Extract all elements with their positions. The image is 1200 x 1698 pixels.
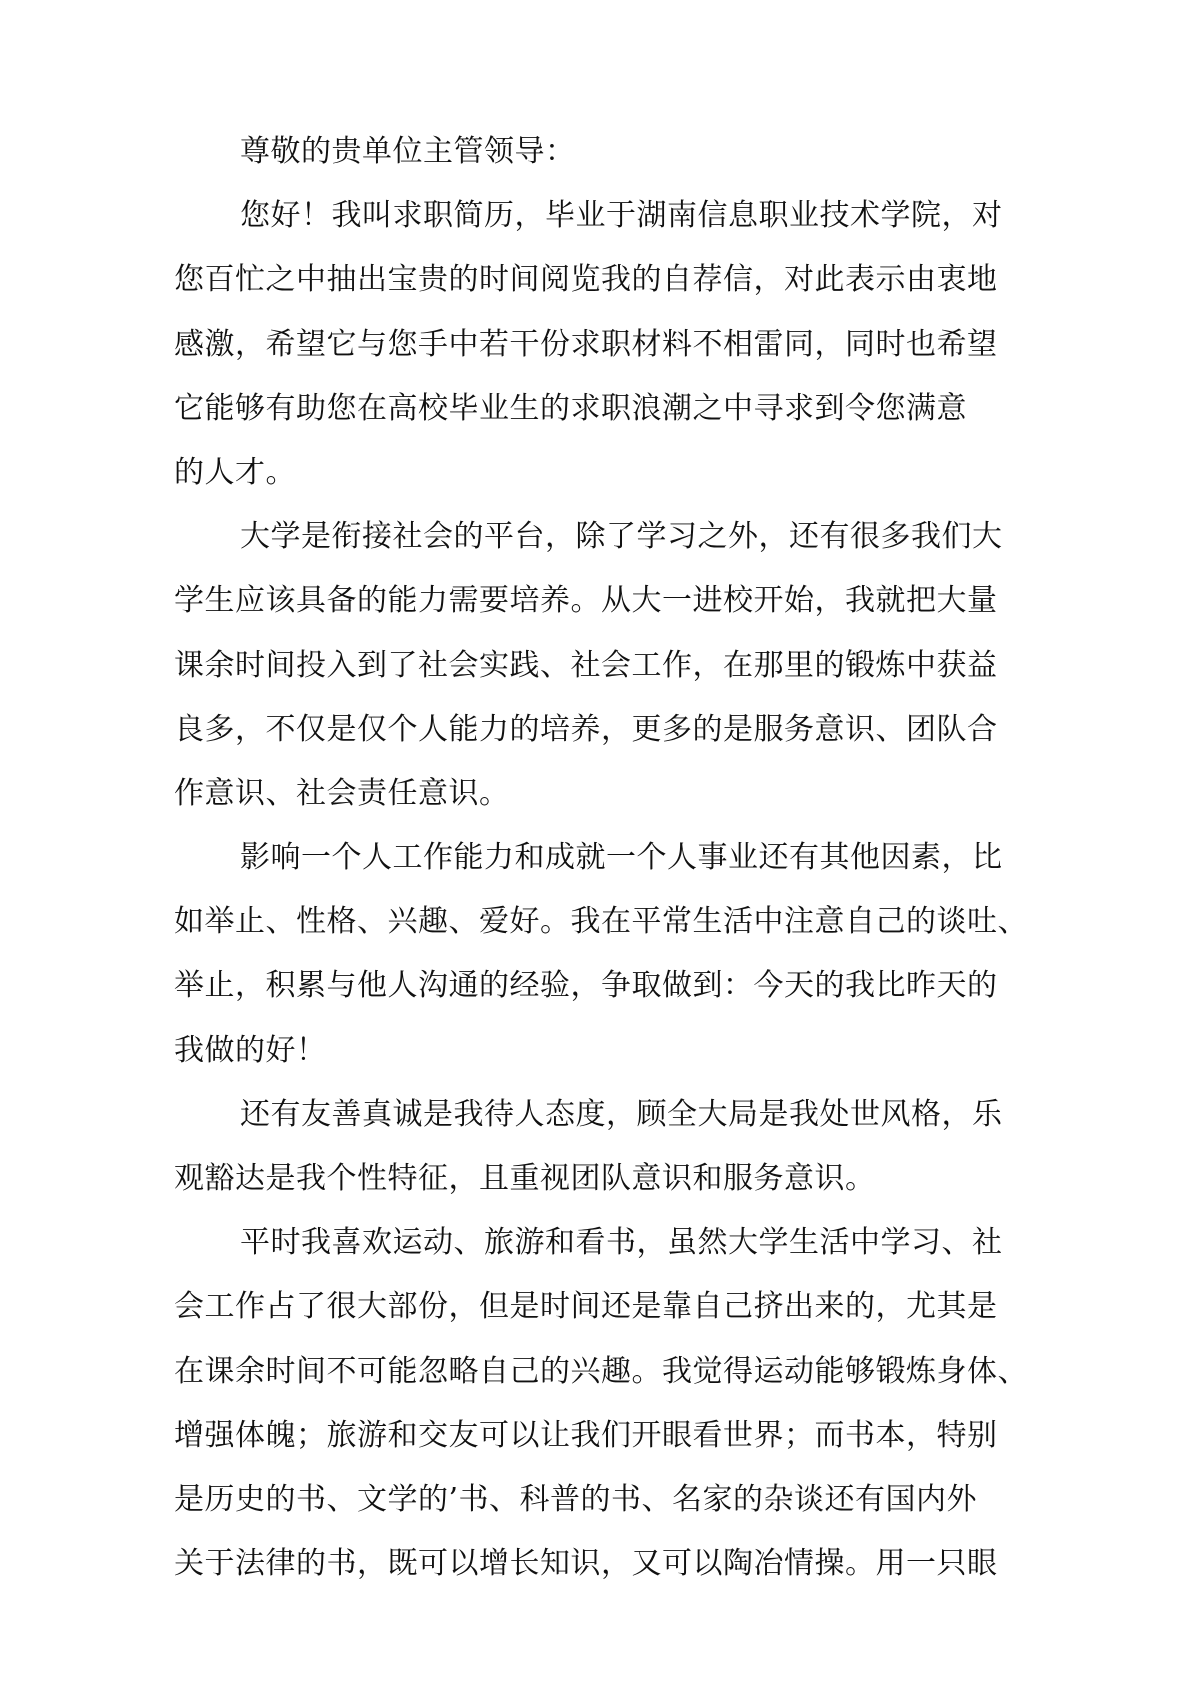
text-line: 举止，积累与他人沟通的经验，争取做到：今天的我比昨天的 [174, 968, 998, 1004]
text-line: 在课余时间不可能忽略自己的兴趣。我觉得运动能够锻炼身体、 [174, 1353, 1028, 1389]
text-line: 大学是衔接社会的平台，除了学习之外，还有很多我们大 [240, 519, 1003, 555]
cover-letter-body [174, 120, 1074, 1596]
text-line: 会工作占了很大部份，但是时间还是靠自己挤出来的，尤其是 [174, 1289, 998, 1325]
text-line: 我做的好！ [174, 1032, 327, 1068]
text-line: 观豁达是我个性特征，且重视团队意识和服务意识。 [174, 1161, 876, 1196]
text-line: 平时我喜欢运动、旅游和看书，虽然大学生活中学习、社 [240, 1225, 1003, 1261]
text-line: 课余时间投入到了社会实践、社会工作，在那里的锻炼中获益 [174, 647, 998, 683]
text-line: 学生应该具备的能力需要培养。从大一进校开始，我就把大量 [174, 583, 998, 619]
text-line: 还有友善真诚是我待人态度，顾全大局是我处世风格，乐 [240, 1096, 1003, 1132]
text-line: 感激，希望它与您手中若干份求职材料不相雷同，同时也希望 [174, 326, 998, 362]
text-line: 增强体魄；旅游和交友可以让我们开眼看世界；而书本，特别 [174, 1417, 998, 1453]
text-line: 作意识、社会责任意识。 [174, 775, 510, 811]
text-line: 的人才。 [174, 454, 296, 490]
text-line: 您好！我叫求职简历，毕业于湖南信息职业技术学院，对 [240, 198, 1003, 234]
text-line: 您百忙之中抽出宝贵的时间阅览我的自荐信，对此表示由衷地 [174, 262, 998, 298]
text-line: 它能够有助您在高校毕业生的求职浪潮之中寻求到令您满意 [174, 390, 967, 426]
text-line: 如举止、性格、兴趣、爱好。我在平常生活中注意自己的谈吐、 [174, 904, 1028, 940]
text-line: 是历史的书、文学的’书、科普的书、名家的杂谈还有国内外 [174, 1481, 978, 1517]
text-line: 尊敬的贵单位主管领导： [240, 134, 576, 169]
text-line: 良多，不仅是仅个人能力的培养，更多的是服务意识、团队合 [174, 711, 998, 747]
text-line: 关于法律的书，既可以增长知识，又可以陶冶情操。用一只眼 [174, 1546, 998, 1582]
text-line: 影响一个人工作能力和成就一个人事业还有其他因素，比 [240, 840, 1003, 876]
